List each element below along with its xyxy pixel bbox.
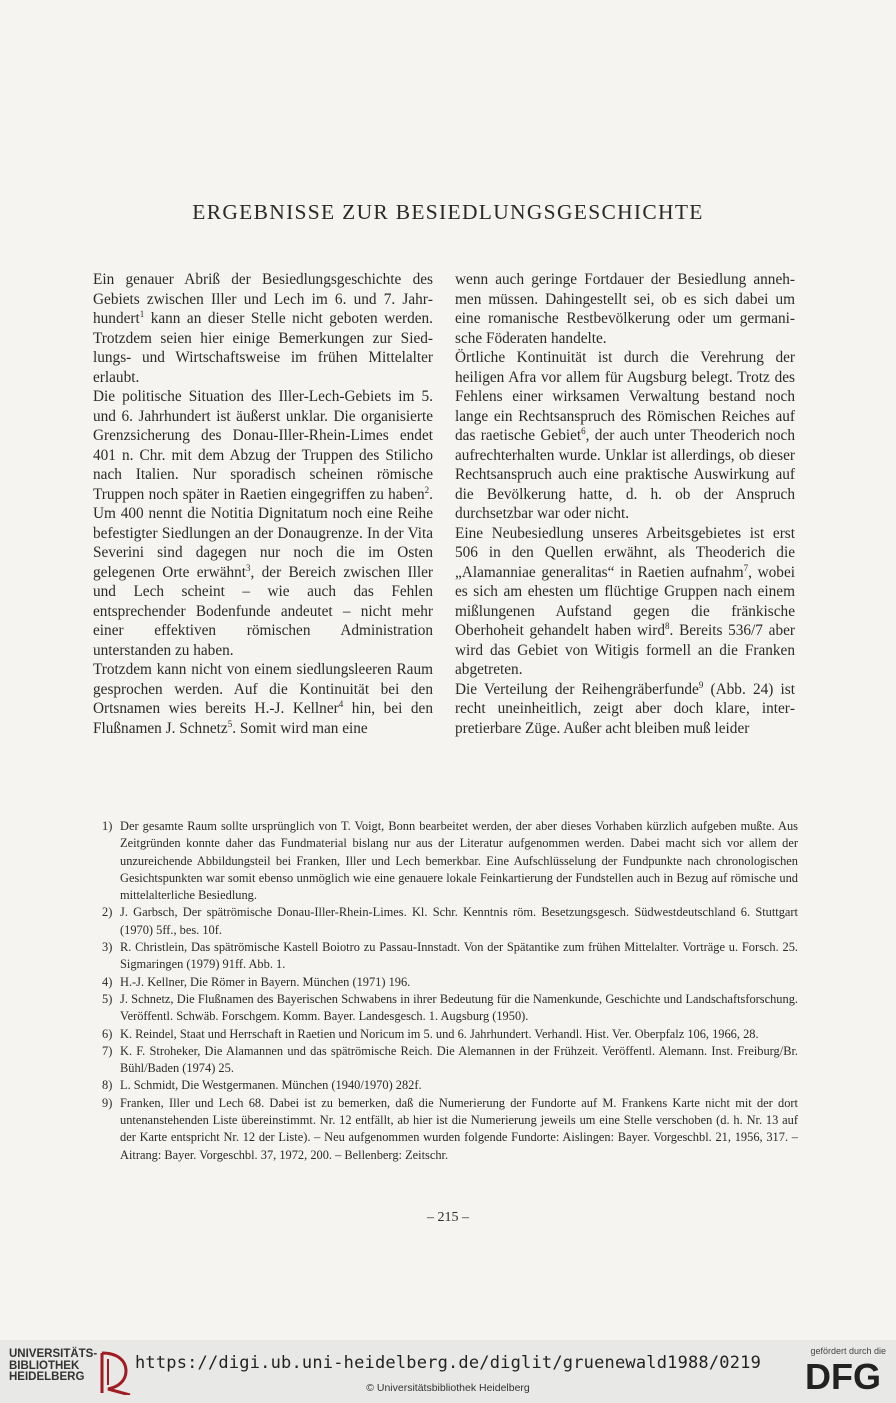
footnote: [102, 939, 798, 974]
footnote-ref[interactable]: 6: [581, 425, 586, 436]
paragraph: Ein genauer Abriß der Besiedlungsgeschichte des Gebiets zwischen Iller und Lech im 6. und 7. Jahrhundert$^1$ kann an dieser Stelle nicht geboten werden. Trotzdem seien hier einige Bemerkungen zur Siedlungs- und Wirtschaftsweise im frühen Mittelalter erlaubt.: [93, 271, 433, 386]
footnote-ref[interactable]: 8: [665, 620, 670, 631]
permalink-url[interactable]: https://digi.ub.uni-heidelberg.de/diglit/gruenewald1988/0219: [134, 1353, 762, 1373]
footnote: [102, 1095, 798, 1164]
footnote-text: J. Garbsch, Der spätrömische Donau-Iller-Rhein-Limes. Kl. Schr. Kenntnis röm. Besetzungsgesch. Südwestdeutschland 6. Stuttgart (1970) 5ff., bes. 10f.: [120, 905, 798, 937]
footnote-text: H.-J. Kellner, Die Römer in Bayern. München (1971) 196.: [120, 974, 411, 989]
page-number: – 215 –: [427, 1210, 469, 1225]
copyright-notice: © Universitätsbibliothek Heidelberg: [366, 1382, 530, 1394]
footnote-number: 4): [102, 974, 113, 989]
footnote-text: K. F. Stroheker, Die Alamannen und das spätrömische Reich. Die Alemannen in der Frühzeit. Veröffentl. Alemann. Inst. Freiburg/Br. Bühl/Baden (1974) 25.: [120, 1043, 798, 1076]
footnote: [102, 974, 798, 991]
footnote-text: Der gesamte Raum sollte ursprünglich von T. Voigt, Bonn bearbeitet werden, der aber dieses Vorhaben kürzlich aufgeben mußte. Aus Zeitgründen konnte daher das Fundmaterial bislang nur aus der Literatur aufgenommen werden. Dabei macht sich vor allem der unzureichende Abbildungsteil bei Franken, Iller und Lech bemerkbar. Eine Aufschlüsselung der Fundpunkte nach chronologischen Gesichtspunkten war somit ebenso unmöglich wie eine genauere lokale Feinkartierung der Fundstellen auch in Bezug auf römische und mittelalterliche Besiedlung.: [120, 819, 798, 903]
right-column: [455, 270, 795, 738]
footnote-number: 9): [102, 1095, 113, 1110]
footnote-number: 1): [102, 819, 113, 833]
footnote-number: 3): [102, 940, 113, 955]
footnote: [102, 1043, 798, 1078]
footnote-text: R. Christlein, Das spätrömische Kastell Boiotro zu Passau-Innstadt. Von der Spätantike zum frühen Mittelalter. Vorträge u. Forsch. 25. Sigmaringen (1979) 91ff. Abb. 1.: [120, 940, 798, 972]
footnote: [102, 991, 798, 1026]
svg-text:DFG: DFG: [805, 1356, 881, 1394]
paragraph: wenn auch geringe Fortdauer der Besiedlung annehmen müssen. Dahingestellt sei, ob es sich dabei um eine romanische Restbevölkerung oder um germanische Föderaten handelte.: [455, 271, 795, 347]
footnote-text: J. Schnetz, Die Flußnamen des Bayerischen Schwabens in ihrer Bedeutung für die Namenkunde, Geschichte und Landschaftsforschung. Veröffentl. Schwäb. Forschgem. Komm. Bayer. Landesgesch. 1. Augsburg (1950).: [120, 991, 798, 1024]
footnote: [102, 904, 798, 939]
footnote: [102, 1026, 798, 1043]
footnote-ref[interactable]: 4: [338, 698, 344, 709]
left-column: [93, 270, 433, 738]
footnote-ref[interactable]: 3: [246, 562, 251, 573]
paragraph: Eine Neubesiedlung unseres Arbeitsgebietes ist erst 506 in den Quellen erwähnt, als Theoderich die „Alamanniae generalitas“ in Raetien aufnahm$^7$, wobei es sich am ehesten um flüchtige Gruppen nach einem mißlungenen Aufstand gegen die fränkische Oberhoheit gehandelt haben wird$^8$. Bereits 536/7 aber wird das Gebiet von Witigis formell an die Franken abgetreten.: [455, 524, 796, 678]
footnote-text: L. Schmidt, Die Westgermanen. München (1940/1970) 282f.: [120, 1078, 422, 1093]
footnote-number: 7): [102, 1043, 113, 1058]
paragraph: Die politische Situation des Iller-Lech-Gebiets im 5. und 6. Jahrhundert ist äußerst unklar. Die organisierte Grenzsicherung des Donau-Iller-Rhein-Limes endet 401 n. Chr. mit dem Abzug der Truppen des Stilicho nach Italien. Nur sporadisch scheinen römische Truppen noch später in Raetien eingegriffen zu haben$^2$. Um 400 nennt die Notitia Dignitatum noch eine Reihe befestigter Siedlungen an der Donaugrenze. In der Vita Severini sind dagegen nur noch die im Osten gelegenen Orte erwähnt$^3$, der Bereich zwischen Iller und Lech scheint – wie auch das Fehlen entsprechender Bodenfunde andeutet – nicht mehr einer effektiven römischen Administration unterstanden zu haben.: [93, 388, 433, 659]
paragraph: Örtliche Kontinuität ist durch die Verehrung der heiligen Afra vor allem für Augsburg belegt. Trotz des Fehlens einer wirksamen Verwaltung bestand noch lange ein Rechtsanspruch des Römischen Reiches auf das raetische Gebiet$^6$, der auch unter Theoderich noch aufrechterhalten wurde. Unklar ist allerdings, ob dieser Rechtsanspruch auch eine praktische Auswirkung auf die Bevölkerung hatte, d. h. ob der Anspruch durchsetzbar war oder nicht.: [455, 349, 795, 522]
footnote-number: 2): [102, 905, 113, 920]
footnote: [102, 818, 798, 904]
paragraph: Trotzdem kann nicht von einem siedlungsleeren Raum gesprochen werden. Auf die Kontinuität bei den Ortsnamen wies bereits H.-J. Kellner$^4$ hin, bei den Flußnamen J. Schnetz$^5$. Somit wird man eine: [93, 661, 433, 737]
footnote: [102, 1077, 798, 1094]
funding-note: gefördert durch die: [810, 1346, 886, 1356]
paragraph: Die Verteilung der Reihengräberfunde$^9$ (Abb. 24) ist recht uneinheitlich, zeigt aber doch klare, interpretierbare Züge. Außer acht bleiben muß leider: [455, 679, 795, 737]
footnote-ref[interactable]: 7: [743, 562, 749, 573]
library-name: UNIVERSITÄTS- BIBLIOTHEK HEIDELBERG: [9, 1348, 98, 1384]
dfg-logo[interactable]: [796, 1346, 886, 1398]
footnote-number: 5): [102, 991, 113, 1006]
footnote-ref[interactable]: 1: [139, 308, 145, 319]
footnote-number: 6): [102, 1026, 113, 1041]
viewer-footer: [0, 1340, 896, 1403]
footnotes: [102, 818, 798, 1164]
footnote-ref[interactable]: 9: [698, 679, 704, 690]
footnote-ref[interactable]: 2: [424, 484, 430, 495]
footnote-ref[interactable]: 5: [227, 718, 233, 729]
footnote-text: Franken, Iller und Lech 68. Dabei ist zu bemerken, daß die Numerierung der Fundorte auf M. Frankens Karte nicht mit der dort untenanstehenden Liste übereinstimmt. Nr. 12 entfällt, ab hier ist die Numerierung jeweils um eine Stelle verschoben (d. h. Nr. 13 auf der Karte entspricht Nr. 12 der Liste). – Neu aufgenommen wurden folgende Fundorte: Aislingen: Bayer. Vorgeschbl. 21, 1956, 317. – Aitrang: Bayer. Vorgeschbl. 37, 1972, 200. – Bellenberg: Zeitschr.: [120, 1095, 798, 1162]
footnote-number: 8): [102, 1078, 113, 1093]
footnote-text: K. Reindel, Staat und Herrschaft in Raetien und Noricum im 5. und 6. Jahrhundert. Verhandl. Hist. Ver. Oberpfalz 106, 1966, 28.: [120, 1026, 759, 1041]
dfg-icon: [800, 1356, 886, 1394]
page-title: ERGEBNISSE ZUR BESIEDLUNGSGESCHICHTE: [192, 200, 704, 224]
